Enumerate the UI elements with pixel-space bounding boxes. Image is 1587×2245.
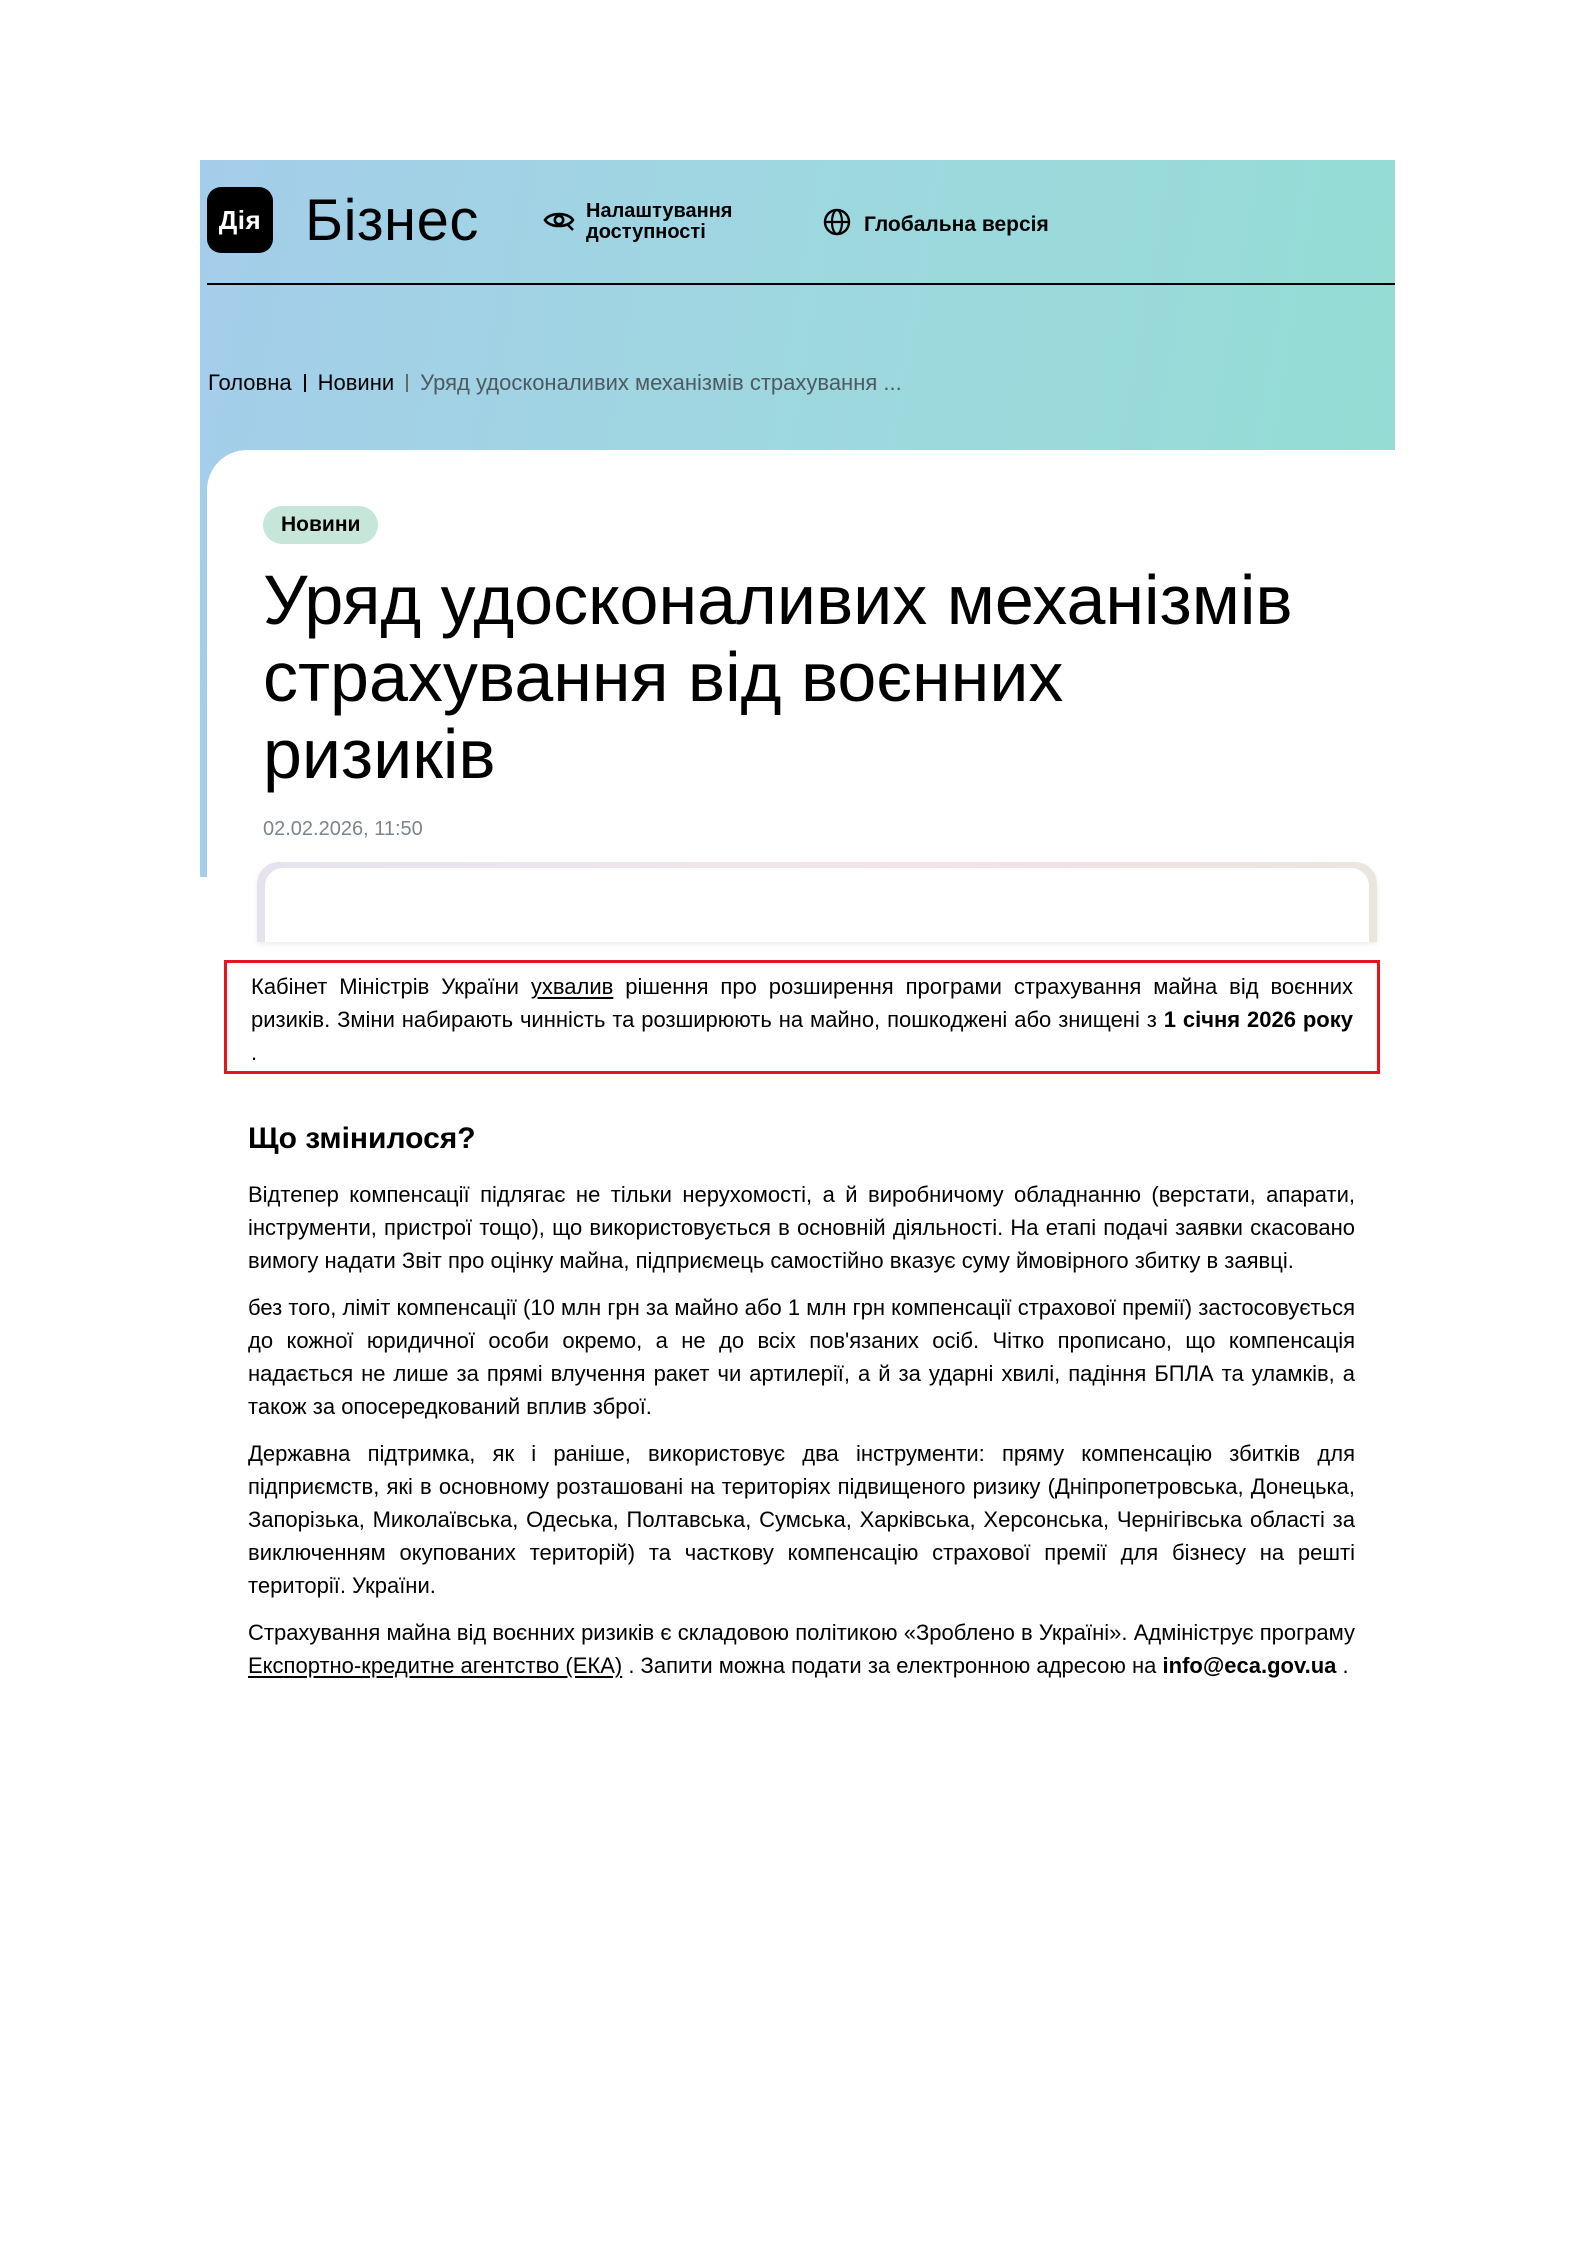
lead-text: рішення про розширення програми страхування майна від воєнних ризиків. Зміни набирають чинність та розширюють на майно, пошкоджені або знищені з [251,974,1353,1032]
paragraph: без того, ліміт компенсації (10 млн грн за майно або 1 млн грн компенсації страхової премії) застосовується до кожної юридичної особи окремо, а не до всіх пов'язаних осіб. Чітко прописано, що компенсація надається не лише за прямі влучення ракет чи артилерії, а й за ударні хвилі, падіння БПЛА та уламків, а також за опосередкований вплив зброї. [248,1295,1355,1419]
eye-icon [542,203,576,242]
approved-link[interactable]: ухвалив [530,974,614,999]
paragraph [248,1616,1355,1682]
header-divider [207,283,1395,285]
paragraph: Державна підтримка, як і раніше, використовує два інструменти: пряму компенсацію збитків для підприємств, які в основному розташовані на територіях підвищеного ризику (Дніпропетровська, Донецька, Запорізька, Миколаївська, Одеська, Полтавська, Сумська, Харківська, Херсонська, Чернігівська області за виключенням окупованих територій) та часткову компенсацію страхової премії для бізнесу на решті території. України. [248,1441,1355,1598]
article-body [248,1120,1355,1696]
email-address[interactable]: info@eca.gov.ua [1162,1653,1337,1678]
effective-date: 1 січня 2026 року [1163,1007,1353,1032]
category-tag[interactable]: Новини [263,506,378,544]
publish-date: 02.02.2026, 11:50 [263,818,423,840]
global-version-label: Глобальна версія [864,212,1049,236]
lead-text: . [251,1040,258,1065]
global-version-button[interactable] [822,207,1049,242]
accessibility-settings-button[interactable] [542,201,756,243]
accessibility-label: Налаштування доступності [586,200,733,243]
globe-icon [822,207,852,242]
paragraph: Відтепер компенсації підлягає не тільки нерухомості, а й виробничому обладнанню (верстати, апарати, інструменти, пристрої тощо), що використовується в основній діяльності. На етапі подачі заявки скасовано вимогу надати Звіт про оцінку майна, підприємець самостійно вказує суму ймовірного збитку в заявці. [248,1182,1355,1273]
breadcrumb-current: Уряд удосконаливих механізмів страхування ... [420,370,902,395]
paragraph-text: . Запити можна подати за електронною адресою на [622,1653,1163,1678]
eca-link[interactable]: Експортно-кредитне агентство (ЕКА) [248,1653,623,1678]
paragraph-text: . [1336,1653,1349,1678]
brand-title[interactable]: Бізнес [305,188,479,253]
article-header-card [207,450,1395,877]
page-title: Уряд удосконаливих механізмів страхування від воєнних ризиків [263,561,1293,793]
diia-logo[interactable]: Дія [207,187,273,253]
banner-inner [265,868,1369,942]
decorative-banner [257,862,1377,942]
breadcrumb [208,370,902,396]
breadcrumb-home[interactable]: Головна [208,370,292,395]
breadcrumb-news[interactable]: Новини [317,370,395,395]
lead-paragraph-highlighted [224,960,1380,1074]
paragraph-text: Страхування майна від воєнних ризиків є складовою політикою «Зроблено в Україні». Адмініструє програму [248,1620,1355,1645]
hero-header [200,160,1395,877]
breadcrumb-separator [406,374,408,392]
section-title: Що змінилося? [248,1122,476,1155]
breadcrumb-separator [304,374,306,392]
lead-text: Кабінет Міністрів України [251,974,531,999]
